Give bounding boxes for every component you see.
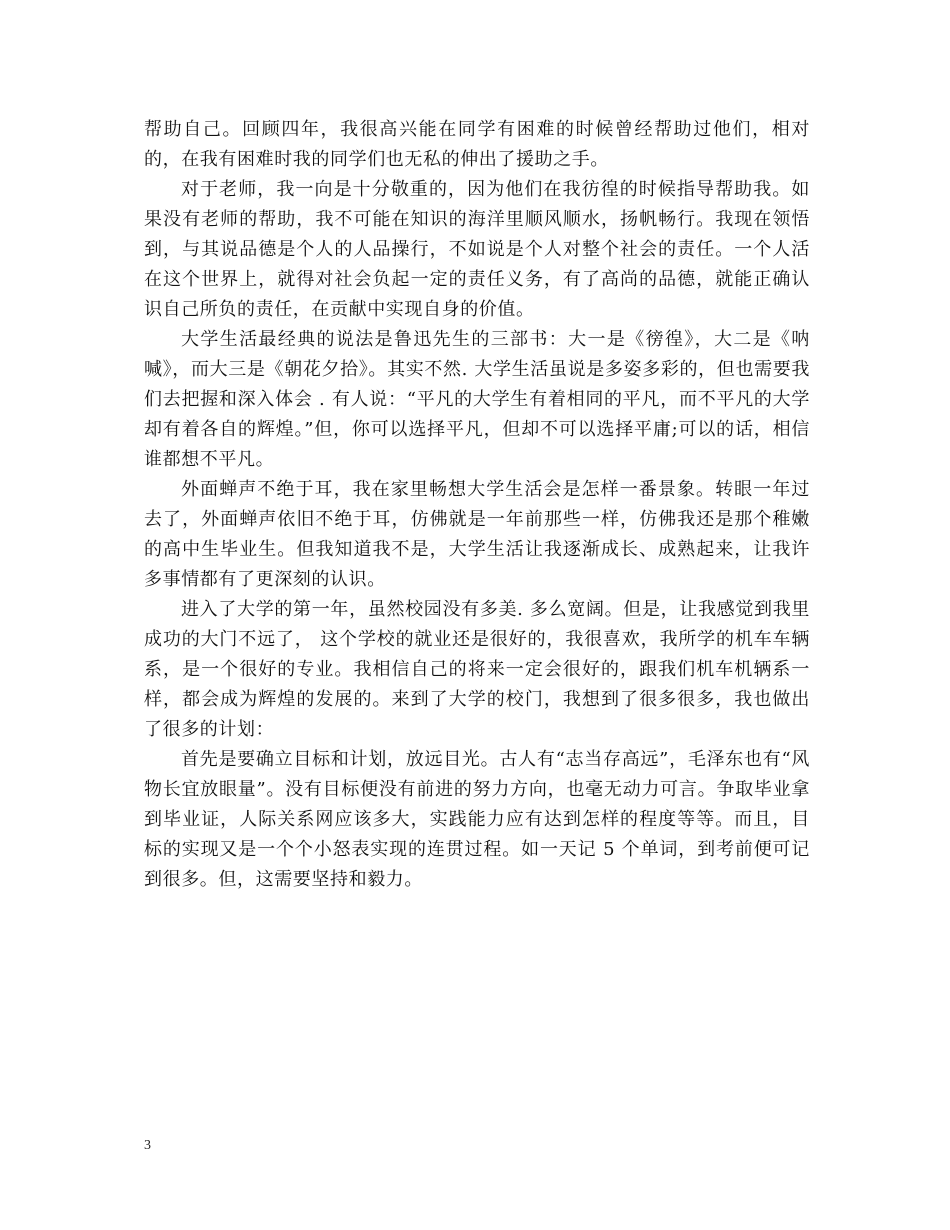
paragraph-continuation: 帮助自己。回顾四年，我很高兴能在同学有困难的时候曾经帮助过他们，相对的，在我有困难时我的同学们也无私的伸出了援助之手。 [144, 119, 810, 170]
paragraph-cicadas: 外面蝉声不绝于耳，我在家里畅想大学生活会是怎样一番景象。转眼一年过去了，外面蝉声依旧不绝于耳，仿佛就是一年前那些一样，仿佛我还是那个稚嫩的高中生毕业生。但我知道我不是，大学生活让我逐渐成长、成熟起来，让我许多事情都有了更深刻的认识。 [144, 479, 810, 590]
page-number: 3 [144, 1138, 151, 1153]
paragraph-college-life: 大学生活最经典的说法是鲁迅先生的三部书：大一是《徬徨》，大二是《呐喊》，而大三是《朝花夕拾》。其实不然. 大学生活虽说是多姿多彩的，但也需要我们去把握和深入体会 . 有人说：“平凡的大学生有着相同的平凡，而不平凡的大学却有着各自的辉煌。”但，你可以选择平凡，但却不可以选择平庸;可以的话，相信谁都想不平凡。 [144, 329, 810, 470]
document-body [144, 115, 810, 895]
paragraph-first-year: 进入了大学的第一年，虽然校园没有多美. 多么宽阔。但是，让我感觉到我里成功的大门不远了， 这个学校的就业还是很好的，我很喜欢，我所学的机车车辆系，是一个很好的专业。我相信自己的将来一定会很好的，跟我们机车机辆系一样，都会成为辉煌的发展的。来到了大学的校门，我想到了很多很多，我也做出了很多的计划： [144, 599, 810, 740]
paragraph-goals: 首先是要确立目标和计划，放远目光。古人有“志当存高远”，毛泽东也有“风物长宜放眼量”。没有目标便没有前进的努力方向，也毫无动力可言。争取毕业拿到毕业证，人际关系网应该多大，实践能力应有达到怎样的程度等等。而且，目标的实现又是一个个小怒表实现的连贯过程。如一天记 5 个单词，到考前便可记到很多。但，这需要坚持和毅力。 [144, 749, 810, 890]
paragraph-teachers: 对于老师，我一向是十分敬重的，因为他们在我彷徨的时候指导帮助我。如果没有老师的帮助，我不可能在知识的海洋里顺风顺水，扬帆畅行。我现在领悟到，与其说品德是个人的人品操行，不如说是个人对整个社会的责任。一个人活在这个世界上，就得对社会负起一定的责任义务，有了高尚的品德，就能正确认识自己所负的责任，在贡献中实现自身的价值。 [144, 179, 810, 320]
